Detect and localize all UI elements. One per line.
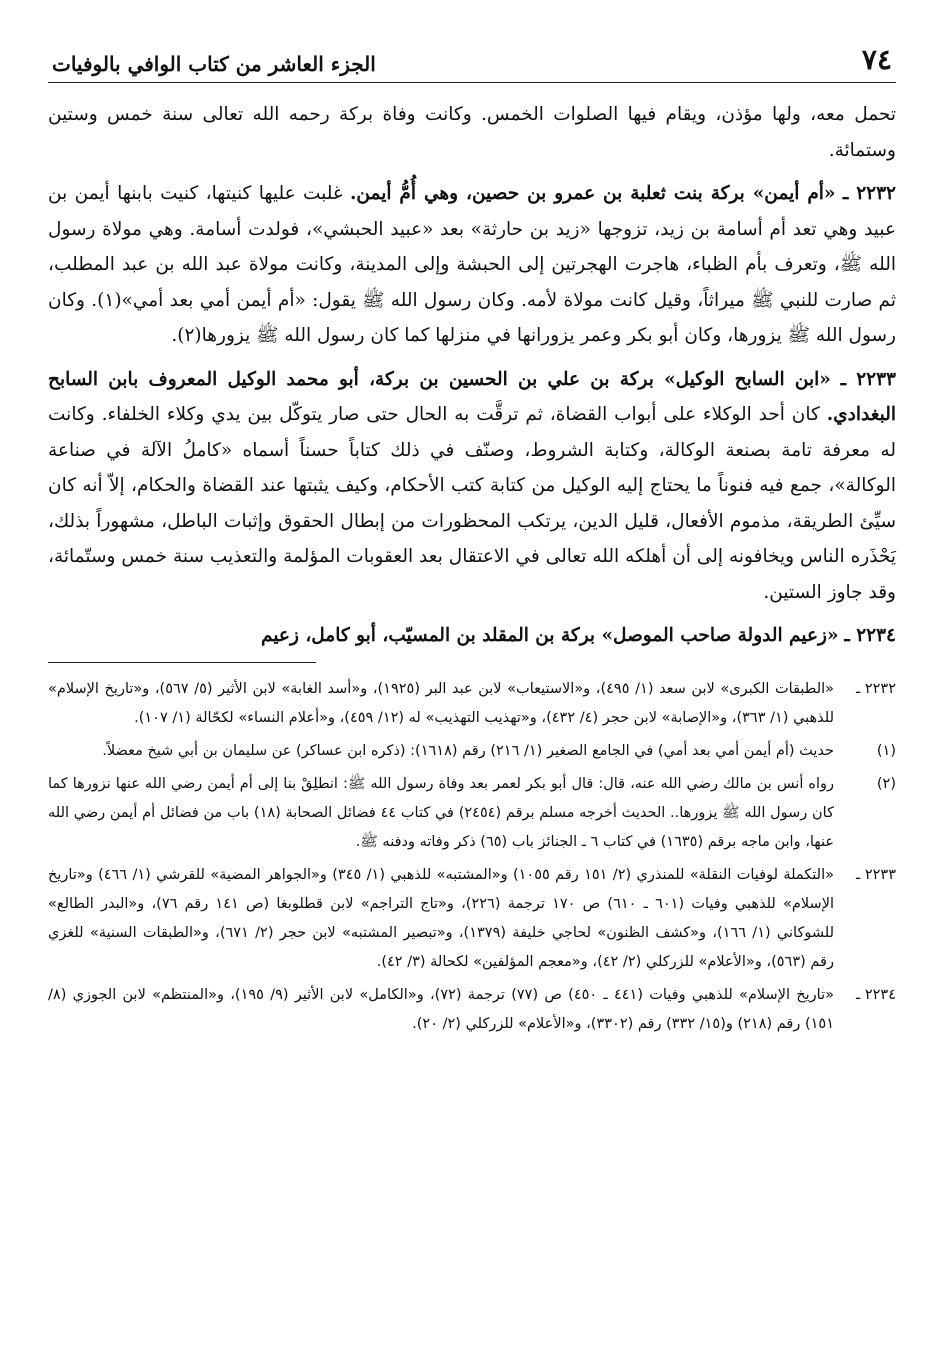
footnote-label: ٢٢٣٢ ـ (855, 680, 896, 697)
book-page (48, 32, 896, 1043)
page-number: ٧٤ (861, 43, 892, 76)
footnote-text: حديث (أم أيمن أمي بعد أمي) في الجامع الصغير (١/ ٢١٦) رقم (١٦١٨): (ذكره ابن عساكر) عن سليمان بن أبي شيخ معضلاً. (102, 742, 834, 759)
entry-heading: «زعيم الدولة صاحب الموصل» بركة بن المقلد بن المسيّب، أبو كامل، زعيم (261, 625, 839, 646)
footnote-text: رواه أنس بن مالك رضي الله عنه، قال: قال أبو بكر لعمر بعد وفاة رسول الله ﷺ: انطلِقْ بنا إلى أم أيمن رضي الله عنها نزورها كما كان رسول الله ﷺ يزورها.. الحديث أخرجه مسلم برقم (٢٤٥٤) في كتاب ٤٤ فضائل الصحابة (١٨) باب من فضائل أم أيمن رضي الله عنها، وابن ماجه برقم (١٦٣٥) في كتاب ٦ ـ الجنائز باب (٦٥) ذكر وفاته ودفنه ﷺ. (48, 775, 834, 850)
entry-2232 (48, 176, 896, 354)
footnote-label: ٢٢٣٣ ـ (855, 866, 896, 883)
footnote (48, 675, 896, 733)
entry-text: غلبت عليها كنيتها، كنيت بابنها أيمن بن عبيد وهي تعد أم أسامة بن زيد، تزوجها «زيد بن حارثة» بعد «عبيد الحبشي»، فولدت أسامة. وهي مولاة رسول الله ﷺ، وتعرف بأم الظباء، هاجرت الهجرتين إلى الحبشة وإلى المدينة، وكانت مولاة عبد الله بن عبد المطلب، ثم صارت للنبي ﷺ ميراثاً، وقيل كانت مولاة لأمه. وكان رسول الله ﷺ يقول: «أم أيمن أمي بعد أمي»(١). وكان رسول الله ﷺ يزورها، وكان أبو بكر وعمر يزورانها في منزلها كما كان رسول الله ﷺ يزورها(٢). (48, 183, 896, 346)
footnote-text: «الطبقات الكبرى» لابن سعد (١/ ٤٩٥)، و«الاستيعاب» لابن عبد البر (١٩٢٥)، و«أسد الغابة» لابن الأثير (٥/ ٥٦٧)، و«تاريخ الإسلام» للذهبي (١/ ٣٦٣)، و«الإصابة» لابن حجر (٤/ ٤٣٢)، و«تهذيب التهذيب» له (١٢/ ٤٥٩)، و«أعلام النساء» لكحّالة (١/ ١٠٧). (48, 680, 835, 726)
footnote (48, 770, 896, 857)
footnote-label: ٢٢٣٤ ـ (855, 986, 896, 1003)
footnote-text: «تاريخ الإسلام» للذهبي وفيات (٤٤١ ـ ٤٥٠) ص (٧٧) ترجمة (٧٢)، و«الكامل» لابن الأثير (٩/ ١٩٥)، و«المنتظم» لابن الجوزي (٨/ ١٥١) رقم (٢١٨) و(١٥/ ٣٣٢) رقم (٣٣٠٢)، و«الأعلام» للزركلي (٢/ ٢٠). (48, 986, 834, 1032)
footnote-label: (٢) (876, 775, 896, 792)
entry-number: ٢٢٣٤ ـ (844, 625, 896, 646)
main-text (48, 97, 896, 654)
footnote-text: «التكملة لوفيات النقلة» للمنذري (٢/ ١٥١ رقم ١٠٥٥) و«المشتبه» للذهبي (١/ ٣٤٥) و«الجواهر المضية» للقرشي (١/ ٤٦٦) و«تاريخ الإسلام» للذهبي وفيات (٦٠١ ـ ٦١٠) ص ١٧٠ ترجمة (٢٢٦)، و«تاج التراجم» لابن قطلوبغا (ص ١٤١ رقم ٧٦)، و«البدر الطالع» للشوكاني (١/ ١٦٦)، و«كشف الظنون» لحاجي خليفة (١٣٧٩)، و«تبصير المشتبه» لابن حجر (٢/ ٦٧١)، و«الطبقات السنية» للغزي رقم (٥٦٣)، و«الأعلام» للزركلي (٢/ ٤٢)، و«معجم المؤلفين» لكحالة (٣/ ٤٢). (48, 866, 835, 970)
entry-number: ٢٢٣٣ ـ (840, 368, 896, 390)
entry-text: كان أحد الوكلاء على أبواب القضاة، ثم ترقَّت به الحال حتى صار يتوكّل بين يدي وكلاء الخلفاء. وكانت له معرفة تامة بصنعة الوكالة، وكتابة الشروط، وصنّف في ذلك كتاباً حسناً أسماه «كاملُ الآلة في صناعة الوكالة»، جمع فيه فنوناً ما يحتاج إليه الوكيل من كتابة كتب الأحكام، وكيف يثبتها عند القضاة والحكام، إلاّ أنه كان سيِّئ الطريقة، مذموم الأفعال، قليل الدين، يرتكب المحظورات من إبطال الحقوق وإثبات الباطل، مشهوراً بذلك، يَحْذَره الناس ويخافونه إلى أن أهلكه الله تعالى في الاعتقال بعد العقوبات المؤلمة والتعذيب سنة خمس وستّمائة، وقد جاوز الستين. (48, 404, 896, 603)
entry-2233 (48, 362, 896, 611)
footnote-label: (١) (876, 742, 896, 759)
entry-heading: «ابن السابح الوكيل» بركة بن علي بن الحسين بن بركة، أبو محمد الوكيل المعروف بابن السابح البغدادي. (48, 368, 897, 425)
entry-2234 (48, 618, 896, 654)
running-title: الجزء العاشر من كتاب الوافي بالوفيات (52, 52, 376, 76)
entry-heading: «أم أيمن» بركة بنت ثعلبة بن عمرو بن حصين، وهي أُمُّ أيمن. (349, 183, 836, 204)
paragraph-continuation: تحمل معه، ولها مؤذن، ويقام فيها الصلوات الخمس. وكانت وفاة بركة رحمه الله تعالى سنة خمس وستين وستمائة. (48, 104, 896, 161)
page-header (48, 32, 896, 83)
footnote-divider (48, 662, 316, 663)
entry-number: ٢٢٣٢ ـ (842, 183, 896, 204)
footnote (48, 737, 896, 766)
footnotes (48, 675, 896, 1039)
footnote (48, 861, 896, 977)
footnote (48, 981, 896, 1039)
